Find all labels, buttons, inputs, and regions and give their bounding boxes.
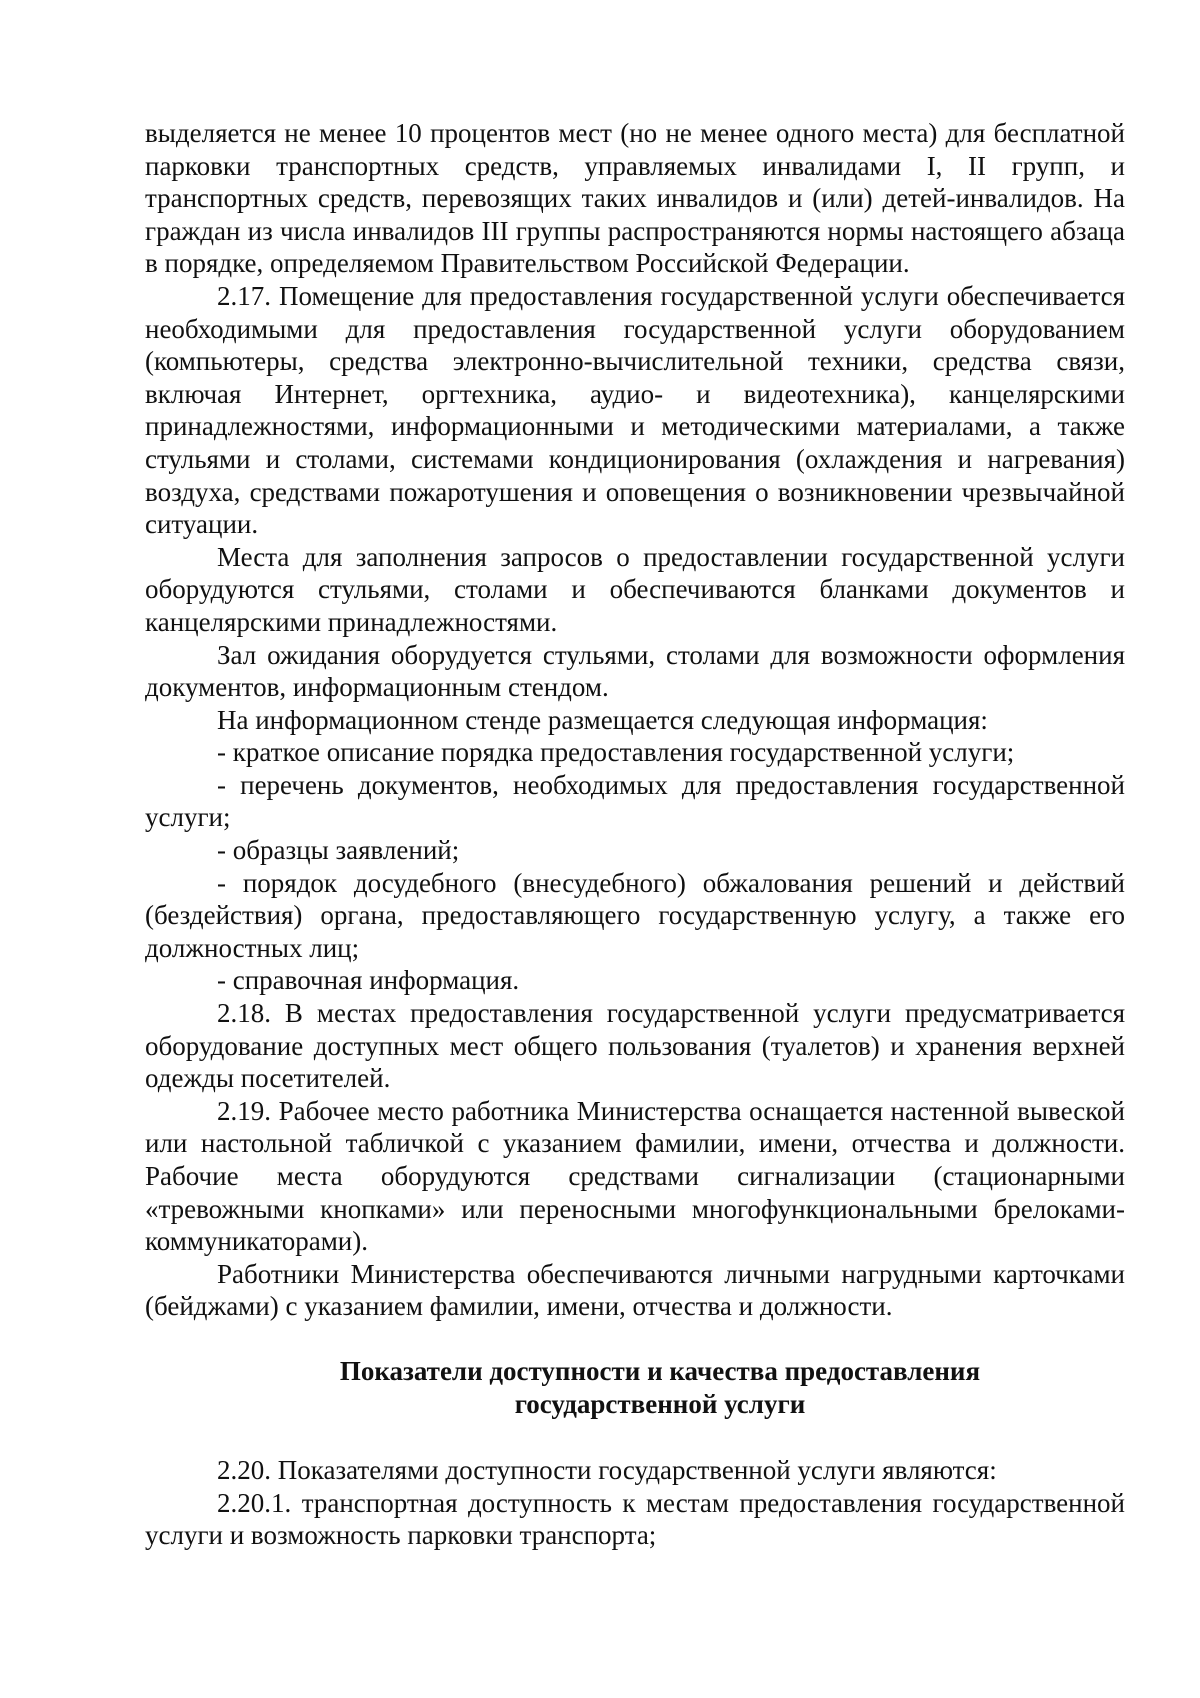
list-item-appeal-procedure: - порядок досудебного (внесудебного) обжалования решений и действий (бездействия) органа, предоставляющего государственную услугу, а также его должностных лиц; bbox=[145, 867, 1125, 963]
paragraph-waiting-hall: Зал ожидания оборудуется стульями, столами для возможности оформления документов, информационным стендом. bbox=[145, 639, 1125, 703]
list-item-samples: - образцы заявлений; bbox=[217, 835, 460, 866]
paragraph-badges: Работники Министерства обеспечиваются личными нагрудными карточками (бейджами) с указанием фамилии, имени, отчества и должности. bbox=[145, 1258, 1125, 1322]
section-heading bbox=[145, 1355, 1125, 1421]
paragraph-2-20: 2.20. Показателями доступности государственной услуги являются: bbox=[217, 1454, 997, 1485]
paragraph-2-18: 2.18. В местах предоставления государственной услуги предусматривается оборудование доступных мест общего пользования (туалетов) и хранения верхней одежды посетителей. bbox=[145, 998, 1125, 1094]
list-item-documents: - перечень документов, необходимых для предоставления государственной услуги; bbox=[145, 769, 1125, 833]
section-heading-line1: Показатели доступности и качества предоставления bbox=[339, 1355, 981, 1386]
paragraph-2-17: 2.17. Помещение для предоставления государственной услуги обеспечивается необходимыми для предоставления государственной услуги оборудованием (компьютеры, средства электронно-вычислительной техники, средства связи, включая Интернет, оргтехника, аудио- и видеотехника), канцелярскими принадлежностями, информационными и методическими материалами, а также стульями и столами, системами кондиционирования (охлаждения и нагревания) воздуха, средствами пожаротушения и оповещения о возникновении чрезвычайной ситуации. bbox=[145, 280, 1125, 540]
paragraph-parking-quota: выделяется не менее 10 процентов мест (но не менее одного места) для бесплатной парковки транспортных средств, управляемых инвалидами I, II групп, и транспортных средств, перевозящих таких инвалидов и (или) детей-инвалидов. На граждан из числа инвалидов III группы распространяются нормы настоящего абзаца в порядке, определяемом Правительством Российской Федерации. bbox=[145, 118, 1125, 279]
paragraph-2-20-1: 2.20.1. транспортная доступность к местам предоставления государственной услуги и возможность парковки транспорта; bbox=[145, 1487, 1125, 1551]
paragraph-request-places: Места для заполнения запросов о предоставлении государственной услуги оборудуются стульями, столами и обеспечиваются бланками документов и канцелярскими принадлежностями. bbox=[145, 541, 1125, 637]
section-heading-line2: государственной услуги bbox=[514, 1388, 806, 1419]
document-body bbox=[145, 117, 1125, 1552]
list-item-description: - краткое описание порядка предоставления государственной услуги; bbox=[217, 737, 1015, 768]
paragraph-info-stand: На информационном стенде размещается следующая информация: bbox=[217, 704, 988, 735]
list-item-reference-info: - справочная информация. bbox=[217, 965, 520, 996]
paragraph-2-19: 2.19. Рабочее место работника Министерства оснащается настенной вывеской или настольной табличкой с указанием фамилии, имени, отчества и должности. Рабочие места оборудуются средствами сигнализации (стационарными «тревожными кнопками» или переносными многофункциональными брелоками-коммуникаторами). bbox=[145, 1095, 1125, 1257]
